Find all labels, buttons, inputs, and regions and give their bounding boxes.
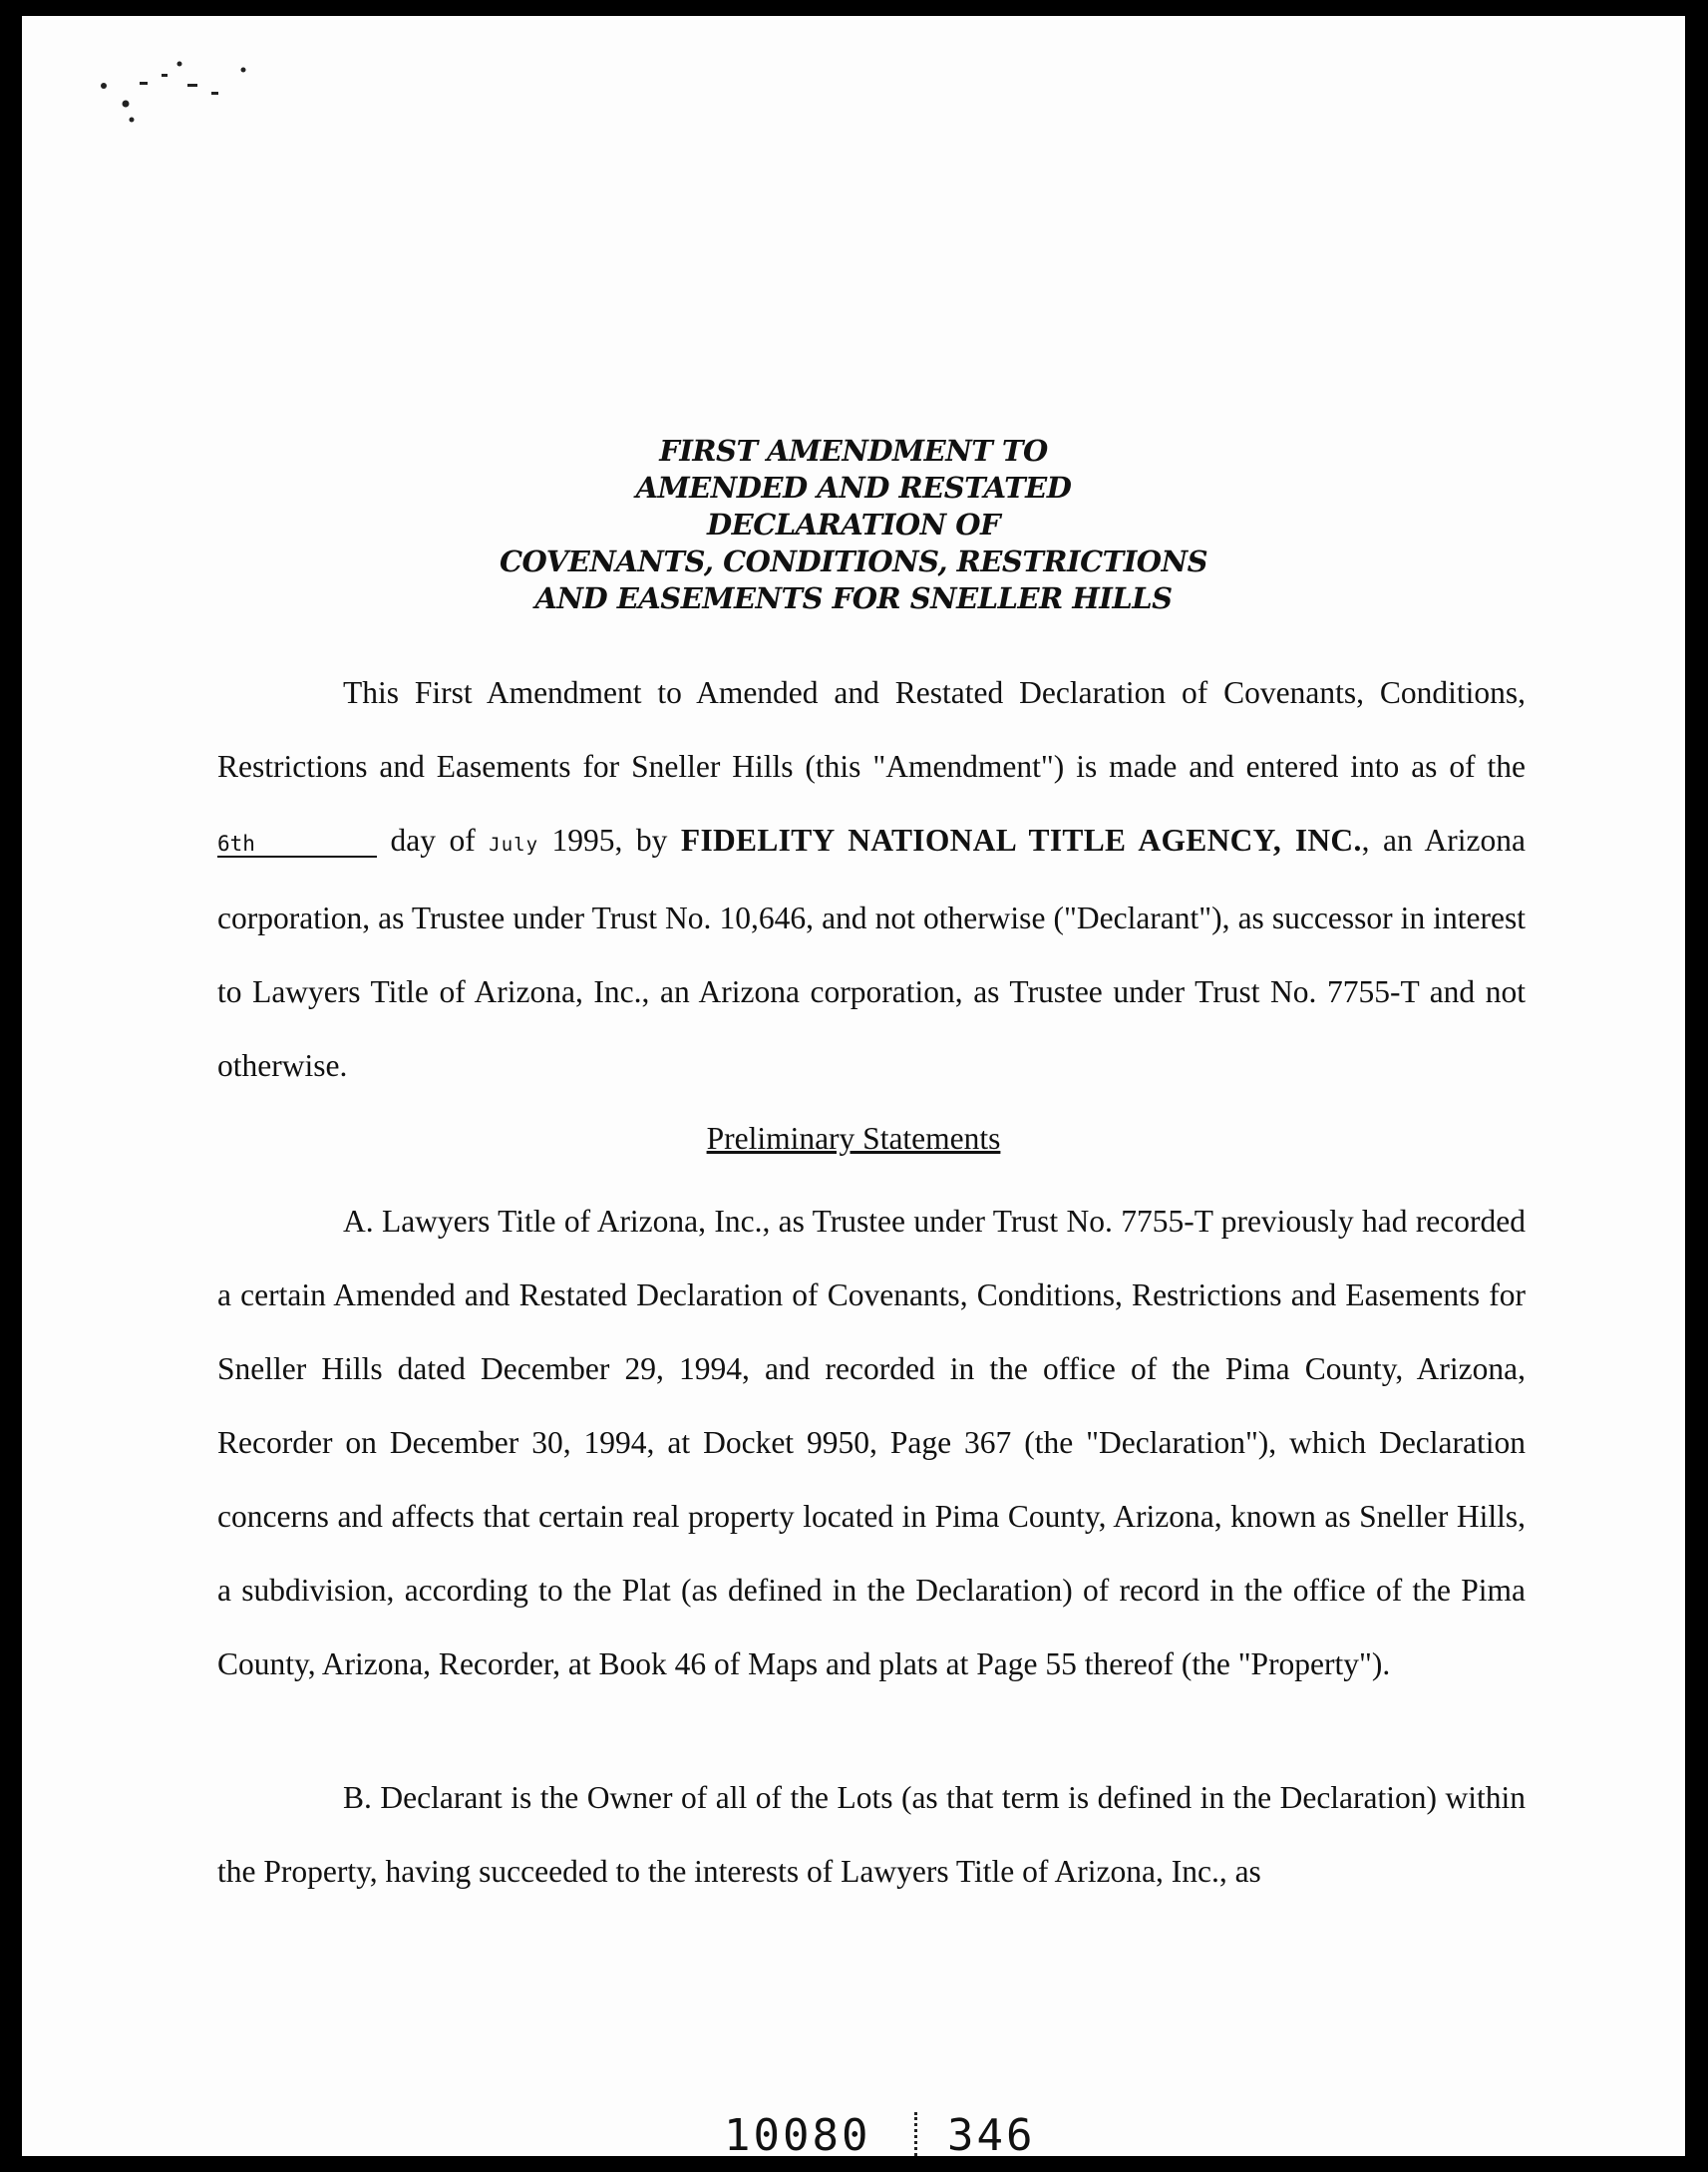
- intro-text-4: , an Arizona corporation, as Trustee under Trust No. 10,646, and not otherwise ("Declarant"), as successor in interest to Lawyers Title of Arizona, Inc., an Arizona corporation, as Trustee under Trust No. 7755-T and not otherwise.: [217, 823, 1526, 1083]
- docket-number: 10080: [724, 2110, 871, 2156]
- section-heading: Preliminary Statements: [706, 1121, 1001, 1156]
- month-handwritten: July: [489, 834, 539, 856]
- agency-name: FIDELITY NATIONAL TITLE AGENCY, INC.: [680, 823, 1362, 858]
- paragraph-a: A. Lawyers Title of Arizona, Inc., as Trustee under Trust No. 7755-T previously had recorded a certain Amended and Restated Declaration of Covenants, Conditions, Restrictions and Easements for Sneller Hills dated December 29, 1994, and recorded in the office of the Pima County, Arizona, Recorder on December 30, 1994, at Docket 9950, Page 367 (the "Declaration"), which Declaration concerns and affects that certain real property located in Pima County, Arizona, known as Sneller Hills, a subdivision, according to the Plat (as defined in the Declaration) of record in the office of the Pima County, Arizona, Recorder, at Book 46 of Maps and plats at Page 55 thereof (the "Property").: [217, 1204, 1526, 1681]
- intro-text-1: This First Amendment to Amended and Restated Declaration of Covenants, Conditions, Restrictions and Easements for Sneller Hills (this "Amendment") is made and entered into as of the: [217, 675, 1526, 784]
- document-page: [22, 16, 1685, 2156]
- title-line-3: DECLARATION OF: [706, 508, 1001, 542]
- scan-specks: [92, 58, 271, 138]
- intro-paragraph: [217, 656, 1526, 1103]
- title-line-4: COVENANTS, CONDITIONS, RESTRICTIONS: [499, 544, 1208, 578]
- intro-text-3: 1995, by: [538, 823, 681, 858]
- page-number: 346: [947, 2110, 1036, 2156]
- document-title: [22, 433, 1685, 617]
- day-blank: 6th: [217, 832, 377, 858]
- intro-text-2: day of: [377, 823, 490, 858]
- title-line-1: FIRST AMENDMENT TO: [659, 434, 1048, 468]
- footer-separator: [914, 2112, 921, 2156]
- paragraph-b: B. Declarant is the Owner of all of the Lots (as that term is defined in the Declaration) within the Property, having succeeded to the interests of Lawyers Title of Arizona, Inc., as: [217, 1780, 1526, 1889]
- title-line-2: AMENDED AND RESTATED: [635, 471, 1072, 505]
- title-line-5: AND EASEMENTS FOR SNELLER HILLS: [534, 581, 1173, 615]
